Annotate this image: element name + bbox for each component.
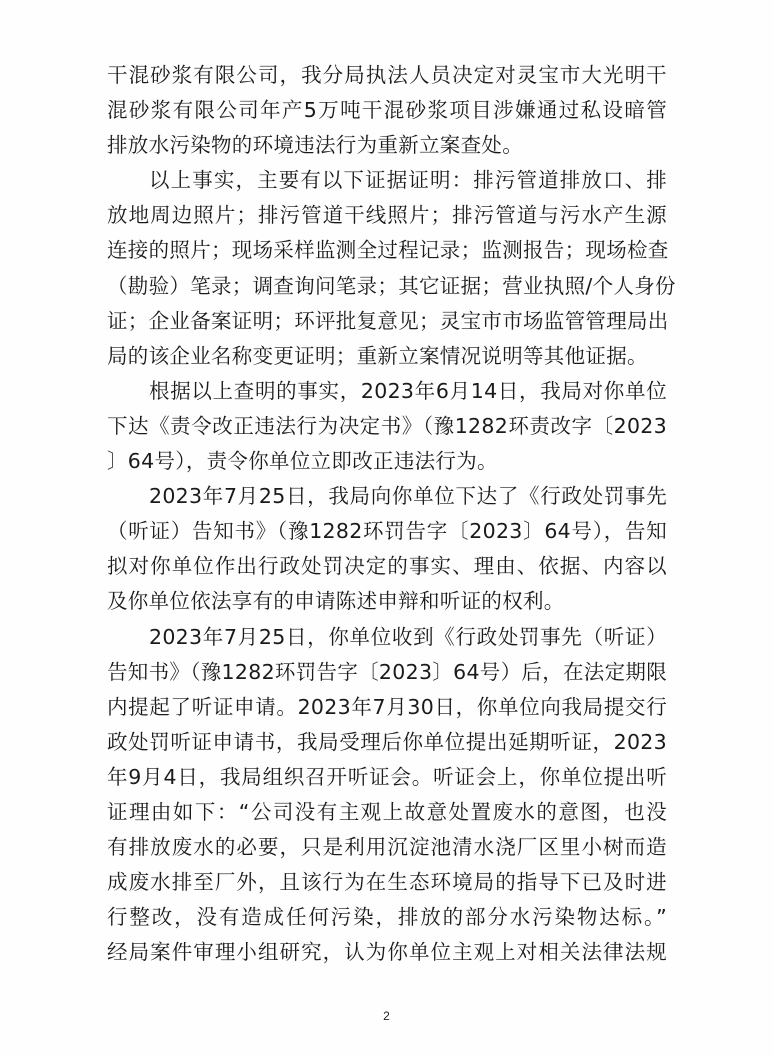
- text-line: 拟对你单位作出行政处罚决定的事实、理由、依据、内容以: [107, 554, 667, 579]
- page-number: 2: [383, 1009, 390, 1023]
- text-line: 告知书》（豫1282环罚告字〔2023〕64号）后，在法定期限: [107, 659, 667, 684]
- text-line: 连接的照片；现场采样监测全过程记录；监测报告；现场检查: [107, 238, 669, 263]
- text-line: 混砂浆有限公司年产5万吨干混砂浆项目涉嫌通过私设暗管: [107, 98, 667, 123]
- text-line: 放地周边照片；排污管道干线照片；排污管道与污水产生源: [107, 203, 667, 228]
- text-line: 干混砂浆有限公司，我分局执法人员决定对灵宝市大光明干: [107, 63, 667, 87]
- paragraph-first-line: 以上事实，主要有以下证据证明：排污管道排放口、排: [149, 168, 667, 193]
- text-line: 年9月4日，我局组织召开听证会。听证会上，你单位提出听: [107, 764, 667, 789]
- text-line: 行整改，没有造成任何污染，排放的部分水污染物达标。”: [107, 905, 667, 930]
- text-line: 及你单位依法享有的申请陈述申辩和听证的权利。: [107, 589, 565, 614]
- text-line: 下达《责令改正违法行为决定书》（豫1282环责改字〔2023: [107, 413, 667, 438]
- text-line: 成废水排至厂外，且该行为在生态环境局的指导下已及时进: [107, 870, 667, 895]
- text-line: （听证）告知书》（豫1282环罚告字〔2023〕64号），告知: [107, 519, 667, 544]
- text-line: 有排放废水的必要，只是利用沉淀池清水浇厂区里小树而造: [107, 835, 667, 860]
- paragraph-first-line: 2023年7月25日，你单位收到《行政处罚事先（听证）: [149, 624, 667, 649]
- paragraph-first-line: 2023年7月25日，我局向你单位下达了《行政处罚事先: [149, 484, 667, 509]
- paragraph-first-line: 根据以上查明的事实，2023年6月14日，我局对你单位: [149, 378, 667, 403]
- text-line: 经局案件审理小组研究，认为你单位主观上对相关法律法规: [107, 940, 667, 965]
- text-line: 证理由如下：“公司没有主观上故意处置废水的意图，也没: [107, 799, 667, 824]
- text-line: 政处罚听证申请书，我局受理后你单位提出延期听证，2023: [107, 729, 667, 754]
- document-body: [107, 58, 676, 970]
- text-line: 排放水污染物的环境违法行为重新立案查处。: [107, 133, 523, 158]
- text-line: 〕64号），责令你单位立即改正违法行为。: [107, 449, 498, 474]
- text-line: 证；企业备案证明；环评批复意见；灵宝市市场监管管理局出: [107, 308, 669, 333]
- text-line: （勘验）笔录；调查询问笔录；其它证据；营业执照/个人身份: [107, 273, 676, 298]
- text-line: 局的该企业名称变更证明；重新立案情况说明等其他证据。: [107, 343, 648, 368]
- text-line: 内提起了听证申请。2023年7月30日，你单位向我局提交行: [107, 694, 667, 719]
